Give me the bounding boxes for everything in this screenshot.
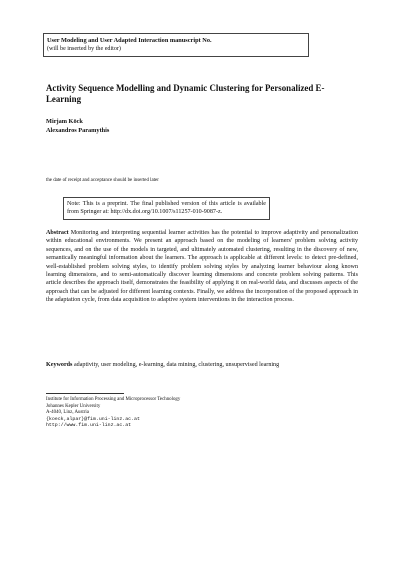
keywords-text: adaptivity, user modeling, e-learning, data mining, clustering, unsupervised learning bbox=[73, 362, 280, 368]
journal-editor-note: (will be inserted by the editor) bbox=[47, 46, 121, 52]
abstract-label: Abstract bbox=[46, 230, 69, 236]
received-date-line: the date of receipt and acceptance should be inserted later bbox=[46, 178, 159, 183]
abstract-text: Monitoring and interpreting sequential learner activities has the potential to improve adaptivity and personalization within educational environments. We present an approach based on the modeling of learners' problem solving activity sequences, and on the use of the models in targeted, and ultimately automated clustering, resulting in the discovery of new, semantically meaningful information about the learners. The approach is applicable at different levels: to detect pre-defined, well-established problem solving styles, to identify problem solving styles by analyzing learner behaviour along known learning dimensions, and to semi-automatically discover learning dimensions and concrete problem solving patterns. This article describes the approach itself, demonstrates the feasibility of applying it on real-world data, and discusses aspects of the approach that can be adjusted for different learning contexts. Finally, we address the incorporation of the proposed approach in the adaptation cycle, from data acquisition to adaptive system interventions in the interaction process. bbox=[46, 230, 358, 304]
email-addresses: {koeck,alpar}@fim.uni-linz.ac.at bbox=[46, 416, 140, 422]
address: A-4040, Linz, Austria bbox=[46, 410, 89, 416]
keywords-label: Keywords bbox=[46, 362, 73, 368]
author-name: Alexandros Paramythis bbox=[46, 126, 110, 134]
author-list bbox=[46, 118, 109, 135]
abstract bbox=[46, 229, 358, 305]
footnote-divider bbox=[46, 393, 124, 394]
journal-header-box bbox=[43, 33, 309, 57]
institute: Institute for Information Processing and Microprocessor Technology bbox=[46, 397, 181, 402]
institute-url: http://www.fim.uni-linz.ac.at bbox=[46, 423, 132, 429]
journal-name: User Modeling and User Adapted Interaction manuscript No. bbox=[47, 37, 212, 44]
affiliation bbox=[46, 397, 180, 430]
author-name: Mirjam Köck bbox=[46, 118, 83, 125]
preprint-note: Note: This is a preprint. The final published version of this article is available from Springer at: http://dx.doi.org/10.1007/s11257-010-9087-z. bbox=[63, 197, 270, 220]
keywords bbox=[46, 361, 358, 369]
paper-title: Activity Sequence Modelling and Dynamic Clustering for Personalized E-Learning bbox=[46, 83, 325, 104]
university: Johannes Kepler University bbox=[46, 403, 101, 409]
